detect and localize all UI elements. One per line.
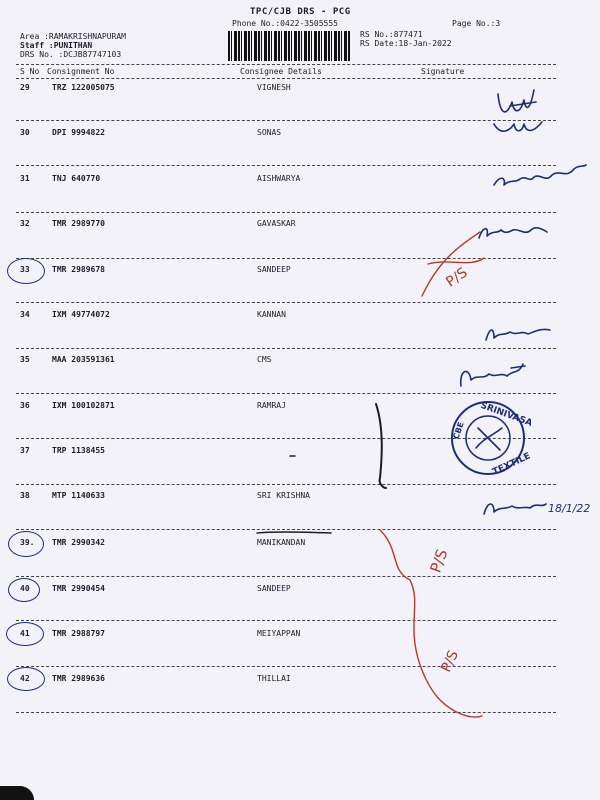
- barcode: [228, 31, 351, 61]
- hand-circle: [8, 531, 44, 557]
- row-sno: 35: [20, 355, 30, 364]
- ps-label: P/S: [426, 546, 452, 576]
- red-ps-mark: [410, 228, 500, 308]
- row-consignee: SANDEEP: [257, 265, 291, 274]
- signature-vignesh: [490, 84, 550, 144]
- row-divider: [16, 212, 556, 213]
- row-sno: 42: [20, 674, 30, 683]
- row-consignee: GAVASKAR: [257, 219, 296, 228]
- stamp-text-top: SRINIVASA: [478, 400, 534, 429]
- hand-circle: [6, 622, 44, 646]
- divider: [16, 78, 556, 79]
- row-consignee: THILLAI: [257, 674, 291, 683]
- row-sno: 34: [20, 310, 30, 319]
- column-header-signature: Signature: [421, 67, 465, 76]
- row-consignment: DPI 9994822: [52, 128, 105, 137]
- row-consignment: IXM 49774072: [52, 310, 110, 319]
- signature-aishwarya: [490, 155, 590, 195]
- signature-cms: [455, 358, 535, 392]
- row-divider: [16, 348, 556, 349]
- row-consignee: KANNAN: [257, 310, 286, 319]
- row-consignee: SONAS: [257, 128, 282, 137]
- row-consignee: SANDEEP: [257, 584, 291, 593]
- phone-number: Phone No.:0422-3505555: [232, 19, 338, 28]
- divider: [16, 64, 556, 65]
- area-label: Area :RAMAKRISHNAPURAM: [20, 32, 126, 41]
- stamp-text-bottom: TEXTILE: [491, 451, 533, 478]
- row-consignment: TRP 1138455: [52, 446, 105, 455]
- column-header-sno: S No: [20, 67, 40, 76]
- rs-date: RS Date:18-Jan-2022: [360, 39, 452, 48]
- row-divider: [16, 165, 556, 166]
- underline-mark: [255, 528, 335, 538]
- scan-smudge: [0, 786, 34, 800]
- row-consignee: AISHWARYA: [257, 174, 301, 183]
- row-consignee: MEIYAPPAN: [257, 629, 301, 638]
- row-consignment: TMR 2990342: [52, 538, 105, 547]
- hand-circle: [8, 578, 40, 602]
- row-consignment: TMR 2988797: [52, 629, 105, 638]
- row-sno: 40: [20, 584, 30, 593]
- vertical-scribble: [370, 398, 392, 494]
- page-number: Page No.:3: [452, 19, 501, 28]
- hand-circle: [7, 667, 45, 691]
- row-sno: 31: [20, 174, 30, 183]
- row-consignee: MANIKANDAN: [257, 538, 306, 547]
- dot-mark: [288, 452, 298, 460]
- rs-number: RS No.:877471: [360, 30, 423, 39]
- ps-label: P/S: [443, 264, 471, 291]
- row-consignee: RAMRAJ: [257, 401, 286, 410]
- stamp-text-left: CBE: [451, 420, 466, 441]
- company-stamp: [448, 398, 534, 478]
- column-header-consignment: Consignment No: [47, 67, 115, 76]
- drs-number: DRS No. :DCJB87747103: [20, 50, 122, 59]
- row-divider: [16, 393, 556, 394]
- date-note: 18/1/22: [548, 502, 591, 515]
- row-consignment: TMR 2989678: [52, 265, 105, 274]
- row-sno: 38: [20, 491, 30, 500]
- row-consignment: MTP 1140633: [52, 491, 105, 500]
- staff-label: Staff :PUNITHAN: [20, 41, 93, 50]
- row-consignment: TNJ 640770: [52, 174, 101, 183]
- row-consignee: SRI KRISHNA: [257, 491, 310, 500]
- row-sno: 29: [20, 83, 30, 92]
- row-divider: [16, 484, 556, 485]
- hand-circle: [7, 258, 45, 284]
- row-divider: [16, 120, 556, 121]
- ps-label: P/S: [438, 648, 463, 675]
- row-consignment: TMR 2990454: [52, 584, 105, 593]
- row-sno: 32: [20, 219, 30, 228]
- row-sno: 41: [20, 629, 30, 638]
- signature-sri-krishna: [480, 490, 600, 525]
- row-sno: 30: [20, 128, 30, 137]
- signature-kannan: [482, 318, 557, 348]
- row-consignment: TMR 2989770: [52, 219, 105, 228]
- column-header-consignee: Consignee Details: [240, 67, 322, 76]
- row-sno: 36: [20, 401, 30, 410]
- row-sno: 39.: [20, 538, 35, 547]
- sheet-title: TPC/CJB DRS - PCG: [250, 7, 351, 17]
- row-consignment: MAA 203591361: [52, 355, 115, 364]
- row-consignee: CMS: [257, 355, 272, 364]
- row-consignment: TRZ 122005075: [52, 83, 115, 92]
- row-sno: 33: [20, 265, 30, 274]
- red-ps-mark: [370, 520, 490, 730]
- row-consignee: VIGNESH: [257, 83, 291, 92]
- row-consignment: IXM 100102871: [52, 401, 115, 410]
- row-consignment: TMR 2989636: [52, 674, 105, 683]
- row-sno: 37: [20, 446, 30, 455]
